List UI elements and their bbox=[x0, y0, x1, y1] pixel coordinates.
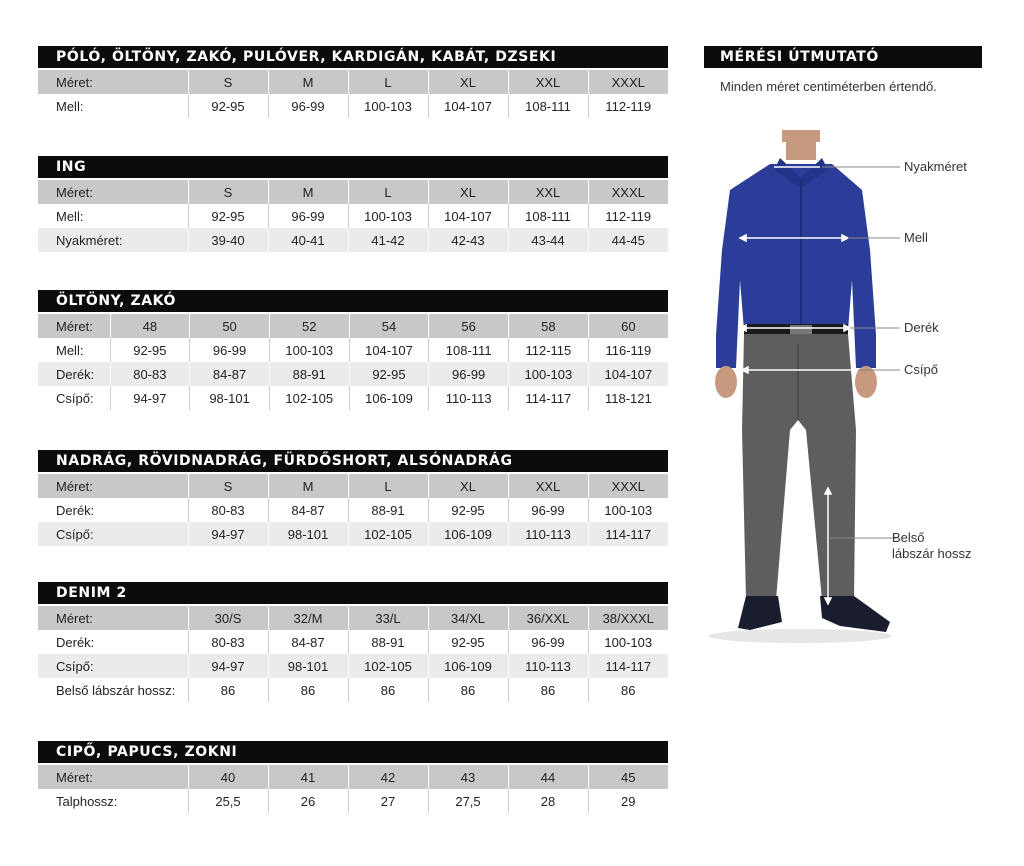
table-cell: 30/S bbox=[188, 606, 268, 630]
table-cell: 100-103 bbox=[348, 204, 428, 228]
table-cell: 98-101 bbox=[268, 654, 348, 678]
table-row bbox=[38, 386, 668, 410]
table-cell: 114-117 bbox=[588, 522, 668, 546]
row-label: Méret: bbox=[38, 765, 188, 789]
table-cell: 96-99 bbox=[268, 94, 348, 118]
table-cell: 108-111 bbox=[508, 204, 588, 228]
row-label: Csípő: bbox=[38, 654, 188, 678]
table-cell: S bbox=[188, 70, 268, 94]
table-cell: 56 bbox=[429, 314, 509, 338]
size-section bbox=[38, 290, 668, 410]
table-cell: L bbox=[348, 70, 428, 94]
table-cell: 86 bbox=[188, 678, 268, 702]
table-cell: 25,5 bbox=[188, 789, 268, 813]
table-cell: 42-43 bbox=[428, 228, 508, 252]
table-cell: 96-99 bbox=[508, 498, 588, 522]
table-cell: 27 bbox=[348, 789, 428, 813]
table-cell: S bbox=[188, 474, 268, 498]
table-cell: 34/XL bbox=[428, 606, 508, 630]
table-cell: 118-121 bbox=[588, 386, 668, 410]
table-cell: 86 bbox=[588, 678, 668, 702]
neck-measure-label: Nyakméret bbox=[904, 159, 967, 174]
section-title: PÓLÓ, ÖLTÖNY, ZAKÓ, PULÓVER, KARDIGÁN, KABÁT, DZSEKI bbox=[38, 46, 668, 68]
table-row bbox=[38, 338, 668, 362]
table-header-row bbox=[38, 70, 668, 94]
table-row bbox=[38, 498, 668, 522]
measurement-guide-note: Minden méret centiméterben értendő. bbox=[720, 79, 937, 94]
section-title: CIPŐ, PAPUCS, ZOKNI bbox=[38, 741, 668, 763]
model-figure bbox=[690, 130, 1024, 660]
table-cell: 104-107 bbox=[428, 94, 508, 118]
table-cell: 104-107 bbox=[349, 338, 429, 362]
row-label: Mell: bbox=[38, 94, 188, 118]
table-cell: 108-111 bbox=[508, 94, 588, 118]
table-row bbox=[38, 94, 668, 118]
table-cell: 80-83 bbox=[188, 498, 268, 522]
row-label: Méret: bbox=[38, 314, 110, 338]
table-cell: 40 bbox=[188, 765, 268, 789]
table-cell: 92-95 bbox=[428, 498, 508, 522]
table-cell: 32/M bbox=[268, 606, 348, 630]
table-cell: 27,5 bbox=[428, 789, 508, 813]
table-cell: 96-99 bbox=[190, 338, 270, 362]
table-cell: 28 bbox=[508, 789, 588, 813]
table-cell: 84-87 bbox=[268, 630, 348, 654]
table-cell: 102-105 bbox=[348, 522, 428, 546]
row-label: Derék: bbox=[38, 362, 110, 386]
row-label: Méret: bbox=[38, 606, 188, 630]
table-cell: 36/XXL bbox=[508, 606, 588, 630]
table-cell: 86 bbox=[428, 678, 508, 702]
table-cell: 102-105 bbox=[348, 654, 428, 678]
table-cell: 100-103 bbox=[269, 338, 349, 362]
table-cell: 94-97 bbox=[188, 654, 268, 678]
table-cell: 96-99 bbox=[508, 630, 588, 654]
table-cell: 92-95 bbox=[110, 338, 190, 362]
size-section bbox=[38, 450, 668, 546]
table-header-row bbox=[38, 765, 668, 789]
row-label: Méret: bbox=[38, 180, 188, 204]
table-cell: L bbox=[348, 180, 428, 204]
table-cell: 86 bbox=[508, 678, 588, 702]
table-row bbox=[38, 630, 668, 654]
row-label: Derék: bbox=[38, 498, 188, 522]
table-cell: M bbox=[268, 474, 348, 498]
table-row bbox=[38, 654, 668, 678]
table-cell: XXL bbox=[508, 70, 588, 94]
table-cell: 100-103 bbox=[588, 630, 668, 654]
table-cell: 112-119 bbox=[588, 204, 668, 228]
table-cell: 92-95 bbox=[349, 362, 429, 386]
table-cell: XXXL bbox=[588, 474, 668, 498]
section-title: NADRÁG, RÖVIDNADRÁG, FÜRDŐSHORT, ALSÓNADRÁG bbox=[38, 450, 668, 472]
table-cell: 116-119 bbox=[588, 338, 668, 362]
row-label: Csípő: bbox=[38, 522, 188, 546]
table-cell: 112-119 bbox=[588, 94, 668, 118]
table-cell: 84-87 bbox=[268, 498, 348, 522]
table-cell: 54 bbox=[349, 314, 429, 338]
waist-measure-label: Derék bbox=[904, 320, 939, 335]
table-cell: XXL bbox=[508, 180, 588, 204]
table-cell: 86 bbox=[268, 678, 348, 702]
table-cell: 84-87 bbox=[190, 362, 270, 386]
table-cell: 44 bbox=[508, 765, 588, 789]
table-cell: 92-95 bbox=[428, 630, 508, 654]
size-table bbox=[38, 765, 668, 813]
table-cell: XXXL bbox=[588, 70, 668, 94]
table-cell: 94-97 bbox=[110, 386, 190, 410]
size-table bbox=[38, 474, 668, 546]
table-cell: 110-113 bbox=[429, 386, 509, 410]
table-cell: 41-42 bbox=[348, 228, 428, 252]
table-cell: XL bbox=[428, 180, 508, 204]
measurement-guide-title: MÉRÉSI ÚTMUTATÓ bbox=[704, 46, 982, 68]
table-cell: 58 bbox=[509, 314, 589, 338]
section-title: ÖLTÖNY, ZAKÓ bbox=[38, 290, 668, 312]
table-cell: 88-91 bbox=[269, 362, 349, 386]
table-cell: XXXL bbox=[588, 180, 668, 204]
table-cell: 96-99 bbox=[268, 204, 348, 228]
table-cell: 40-41 bbox=[268, 228, 348, 252]
table-cell: 48 bbox=[110, 314, 190, 338]
table-cell: L bbox=[348, 474, 428, 498]
model-photo bbox=[690, 130, 1024, 660]
table-header-row bbox=[38, 606, 668, 630]
table-row bbox=[38, 362, 668, 386]
row-label: Méret: bbox=[38, 474, 188, 498]
table-cell: 42 bbox=[348, 765, 428, 789]
table-cell: 114-117 bbox=[509, 386, 589, 410]
table-cell: 39-40 bbox=[188, 228, 268, 252]
table-cell: 38/XXXL bbox=[588, 606, 668, 630]
row-label: Nyakméret: bbox=[38, 228, 188, 252]
chest-measure-label: Mell bbox=[904, 230, 928, 245]
table-cell: 106-109 bbox=[349, 386, 429, 410]
table-cell: 45 bbox=[588, 765, 668, 789]
table-row bbox=[38, 789, 668, 813]
table-cell: 50 bbox=[190, 314, 270, 338]
table-cell: M bbox=[268, 70, 348, 94]
inseam-label-line1: Belső bbox=[892, 530, 925, 545]
table-cell: 104-107 bbox=[428, 204, 508, 228]
row-label: Derék: bbox=[38, 630, 188, 654]
size-section bbox=[38, 582, 668, 702]
row-label: Talphossz: bbox=[38, 789, 188, 813]
table-cell: 96-99 bbox=[429, 362, 509, 386]
table-cell: 98-101 bbox=[268, 522, 348, 546]
table-cell: 114-117 bbox=[588, 654, 668, 678]
table-row bbox=[38, 228, 668, 252]
table-cell: 104-107 bbox=[588, 362, 668, 386]
row-label: Mell: bbox=[38, 204, 188, 228]
table-cell: 92-95 bbox=[188, 94, 268, 118]
section-title: ING bbox=[38, 156, 668, 178]
section-title: DENIM 2 bbox=[38, 582, 668, 604]
table-header-row bbox=[38, 180, 668, 204]
table-row bbox=[38, 678, 668, 702]
row-label: Méret: bbox=[38, 70, 188, 94]
row-label: Belső lábszár hossz: bbox=[38, 678, 188, 702]
table-cell: S bbox=[188, 180, 268, 204]
inseam-measure-label bbox=[892, 530, 971, 562]
table-cell: 44-45 bbox=[588, 228, 668, 252]
table-cell: 108-111 bbox=[429, 338, 509, 362]
table-cell: 80-83 bbox=[188, 630, 268, 654]
size-table bbox=[38, 70, 668, 118]
table-cell: 43-44 bbox=[508, 228, 588, 252]
table-cell: 88-91 bbox=[348, 630, 428, 654]
table-cell: M bbox=[268, 180, 348, 204]
table-cell: 112-115 bbox=[509, 338, 589, 362]
table-row bbox=[38, 204, 668, 228]
table-cell: 26 bbox=[268, 789, 348, 813]
hip-measure-label: Csípő bbox=[904, 362, 938, 377]
table-header-row bbox=[38, 474, 668, 498]
table-cell: XXL bbox=[508, 474, 588, 498]
table-cell: 86 bbox=[348, 678, 428, 702]
table-cell: 98-101 bbox=[190, 386, 270, 410]
size-section bbox=[38, 156, 668, 252]
table-cell: 52 bbox=[269, 314, 349, 338]
table-cell: 94-97 bbox=[188, 522, 268, 546]
table-cell: 110-113 bbox=[508, 522, 588, 546]
inseam-label-line2: lábszár hossz bbox=[892, 546, 972, 561]
table-cell: 102-105 bbox=[269, 386, 349, 410]
table-cell: 100-103 bbox=[348, 94, 428, 118]
table-cell: 92-95 bbox=[188, 204, 268, 228]
table-cell: 106-109 bbox=[428, 654, 508, 678]
table-cell: 88-91 bbox=[348, 498, 428, 522]
table-cell: XL bbox=[428, 474, 508, 498]
size-table bbox=[38, 180, 668, 252]
table-cell: 100-103 bbox=[509, 362, 589, 386]
table-cell: 43 bbox=[428, 765, 508, 789]
table-cell: 41 bbox=[268, 765, 348, 789]
row-label: Mell: bbox=[38, 338, 110, 362]
row-label: Csípő: bbox=[38, 386, 110, 410]
size-section bbox=[38, 46, 668, 118]
table-cell: 106-109 bbox=[428, 522, 508, 546]
table-cell: 29 bbox=[588, 789, 668, 813]
table-row bbox=[38, 522, 668, 546]
table-header-row bbox=[38, 314, 668, 338]
size-table bbox=[38, 606, 668, 702]
table-cell: 100-103 bbox=[588, 498, 668, 522]
table-cell: 80-83 bbox=[110, 362, 190, 386]
table-cell: 60 bbox=[588, 314, 668, 338]
size-section bbox=[38, 741, 668, 813]
table-cell: XL bbox=[428, 70, 508, 94]
table-cell: 110-113 bbox=[508, 654, 588, 678]
size-table bbox=[38, 314, 668, 410]
table-cell: 33/L bbox=[348, 606, 428, 630]
